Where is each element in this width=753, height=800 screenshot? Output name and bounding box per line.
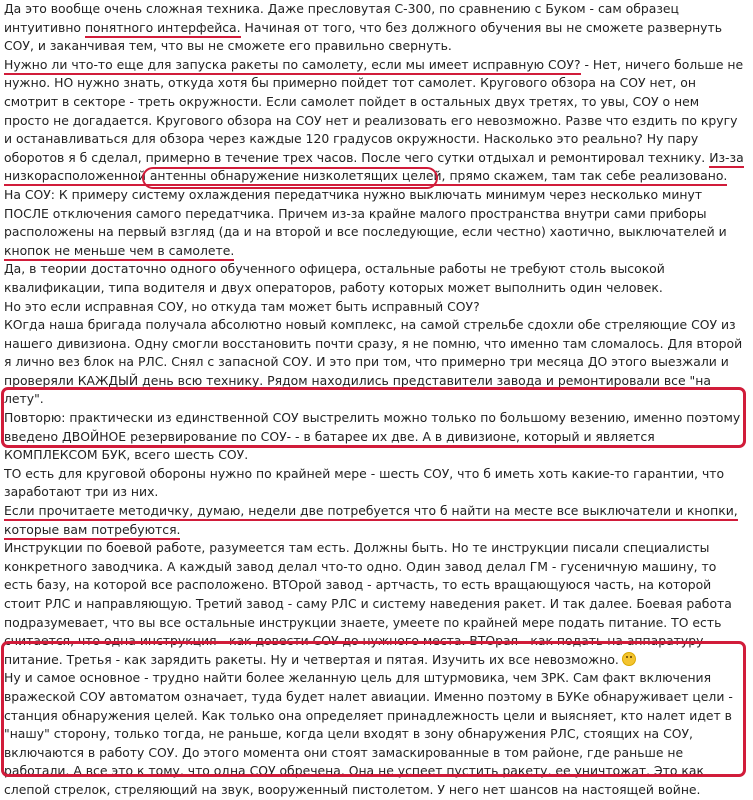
paragraph (4, 465, 746, 502)
paragraph (4, 56, 746, 186)
text-run: Начиная от того, что без должного обучения вы не сможете развернуть СОУ, и заканчивая тем, что вы не сможете его правильно свернуть. (4, 19, 723, 54)
paragraph (4, 669, 746, 799)
paragraph (4, 186, 746, 260)
underlined-text: Нужно ли что-то еще для запуска ракеты по самолету, если мы имеет исправную СОУ? (4, 57, 581, 75)
paragraph (4, 0, 746, 56)
underlined-text: понятного интерфейса. (85, 20, 241, 38)
text-run: КОгда наша бригада получала абсолютно новый комплекс, на самой стрельбе сдохли обе стреляющие СОУ из нашего дивизиона. Одну смогли восстановить почти сразу, я не помню, что именно там сломалось. Для второй я лично вез блок на РЛС. Снял с запасной СОУ. И это при том, что примерно три месяца ДО этого выезжали и проверяли КАЖДЫЙ день всю технику. Рядом находились представители завода и ремонтировали все "на лету". (4, 317, 743, 407)
text-run: Но это если исправная СОУ, но откуда там может быть исправный СОУ? (4, 298, 480, 314)
paragraph (4, 316, 746, 409)
underlined-text: Если прочитаете методичку, думаю, недели две потребуется что б найти на месте все выключатели и кнопки, которые вам потребуются. (4, 503, 738, 540)
paragraph (4, 409, 746, 465)
paragraph (4, 502, 746, 539)
text-run: Повторю: практически из единственной СОУ выстрелить можно только по большому везению, именно поэтому введено ДВОЙНОЕ резервирование по СОУ- - в батарее их две. А в дивизионе, который и является КОМПЛЕКСОМ БУК, всего шесть СОУ. (4, 410, 741, 463)
paragraph (4, 260, 746, 297)
underlined-text: кнопок не меньше чем в самолете. (4, 243, 234, 261)
smiley-icon (622, 652, 636, 666)
text-run: Да, в теории достаточно одного обученного офицера, остальные работы не требуют столь высокой квалификации, типа водителя и двух операторов, работу которых может выполнить один человек. (4, 261, 665, 295)
paragraph (4, 298, 746, 317)
underlined-text: Из-за низкорасположенной антенны обнаружение низколетящих целей, прямо скажем, там так себе реализовано. (4, 150, 744, 187)
text-run: ТО есть для круговой обороны нужно по крайней мере - шесть СОУ, что б иметь хоть какие-то гарантии, что заработают три из них. (4, 465, 725, 500)
text-run: - Нет, ничего больше не нужно. НО нужно знать, откуда хотя бы примерно пойдет тот самолет. Кругового обзора на СОУ нет, он смотрит в секторе - треть окружности. Если самолет пойдет в остальных двух третях, то увы, СОУ о нем просто не догадается. Кругового обзора на СОУ нет и реализовать его невозможно. Разве что ездить по кругу и останавливаться для обзора через каждые 120 градусов окружности. Насколько это реально? Ну пару оборотов я б сделал, примерно в течение трех часов. После чего сутки отдыхал и ремонтировал технику. (4, 56, 744, 165)
text-run: Инструкции по боевой работе, разумеется там есть. Должны быть. Но те инструкции писали специалисты конкретного заводчика. А каждый завод делал что-то одно. Один завод делал ГМ - гусеничную машину, то есть базу, на которой все расположено. ВТОрой завод - артчасть, то есть вращающуюся часть, на которой стоит РЛС и направляющую. Третий завод - саму РЛС и систему наведения ракет. И так далее. Боевая работа подразумевает, что вы все остальные инструкции знаете, умеете по крайней мере подать питание. ТО есть считается, что одна инструкция - как довести СОУ до нужного места. ВТОрая - как подать на аппаратуру питание. Третья - как зарядить ракеты. Ну и четвертая и пятая. Изучить их все невозможно. (4, 540, 732, 667)
article-text (4, 0, 746, 800)
text-run: На СОУ: К примеру систему охлаждения передатчика нужно выключать минимум через несколько минут ПОСЛЕ отключения самого передатчика. Причем из-за крайне малого пространства внутри сами приборы расположены на первый взгляд (да и на второй и все последующие, если честно) хаотично, выключателей и (4, 186, 727, 240)
text-run: Да это вообще очень сложная техника. Даже пресловутая С-300, по сравнению с Буком - сам образец интуитивно (4, 1, 679, 35)
text-run: Ну и самое основное - трудно найти более желанную цель для штурмовика, чем ЗРК. Сам факт включения вражеской СОУ автоматом означает, туда будет налет авиации. Именно поэтому в БУКе обнаруживает цели - станция обнаружения целей. Как только она определяет принадлежность цели и выясняет, кто налет идет в "нашу" сторону, только тогда, не раньше, когда цели входят в зону обнаружения РЛС, стоящих на СОУ, включаются в работу СОУ. До этого момента они стоят замаскированные в том районе, где раньше не работали. А все это к тому, что одна СОУ обречена. Она не успеет пустить ракету, ее уничтожат. Это как слепой стрелок, стреляющий на звук, вооруженный пистолетом. У него нет шансов на настоящей войне. (4, 670, 733, 797)
paragraph (4, 539, 746, 669)
